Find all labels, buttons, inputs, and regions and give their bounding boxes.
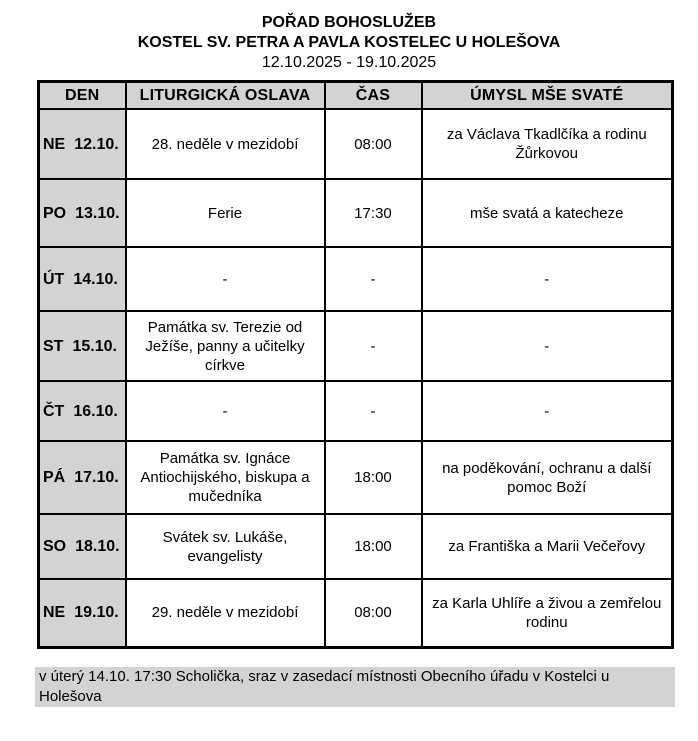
day-cell	[39, 247, 126, 311]
day-abbr: NE	[43, 135, 66, 153]
celebration-cell: -	[126, 381, 325, 441]
celebration-cell: Památka sv. Terezie od Ježíše, panny a učitelky církve	[126, 311, 325, 381]
time-cell: 08:00	[325, 579, 422, 647]
date-range: 12.10.2025 - 19.10.2025	[261, 54, 437, 71]
day-abbr: PO	[43, 204, 67, 222]
footer-note: v úterý 14.10. 17:30 Scholička, sraz v zasedací místnosti Obecního úřadu v Kostelci u Holešova	[35, 667, 675, 707]
header-row	[39, 82, 673, 110]
celebration-cell: Svátek sv. Lukáše, evangelisty	[126, 514, 325, 579]
day-date: 13.10.	[75, 204, 120, 222]
day-cell	[39, 441, 126, 514]
celebration-cell: 29. neděle v mezidobí	[126, 579, 325, 647]
day-cell	[39, 514, 126, 579]
time-cell: 18:00	[325, 441, 422, 514]
table-row	[39, 381, 673, 441]
day-cell	[39, 381, 126, 441]
day-abbr: ST	[43, 337, 64, 355]
day-date: 18.10.	[75, 538, 120, 555]
day-abbr: SO	[43, 538, 67, 555]
intention-cell: -	[422, 381, 673, 441]
table-row	[39, 514, 673, 579]
day-date: 15.10.	[72, 337, 117, 355]
table-row	[39, 311, 673, 381]
time-cell: 18:00	[325, 514, 422, 579]
day-abbr: ÚT	[43, 270, 65, 288]
table-row	[39, 441, 673, 514]
celebration-cell: Památka sv. Ignáce Antiochijského, biskupa a mučedníka	[126, 441, 325, 514]
intention-cell: za Karla Uhlíře a živou a zemřelou rodinu	[422, 579, 673, 647]
day-date: 14.10.	[73, 270, 118, 288]
table-row	[39, 109, 673, 179]
time-cell: 08:00	[325, 109, 422, 179]
intention-cell: na poděkování, ochranu a další pomoc Boží	[422, 441, 673, 514]
day-date: 19.10.	[74, 604, 119, 622]
table-header	[39, 82, 673, 110]
table-row	[39, 247, 673, 311]
time-cell: -	[325, 381, 422, 441]
celebration-cell: Ferie	[126, 179, 325, 247]
time-cell: -	[325, 247, 422, 311]
day-date: 17.10.	[74, 469, 119, 486]
celebration-cell: 28. neděle v mezidobí	[126, 109, 325, 179]
page-title: POŘAD BOHOSLUŽEB	[261, 14, 437, 31]
church-name: KOSTEL SV. PETRA A PAVLA KOSTELEC U HOLEŠOVA	[137, 34, 561, 51]
title-block	[0, 13, 698, 73]
time-cell: 17:30	[325, 179, 422, 247]
intention-cell: mše svatá a katecheze	[422, 179, 673, 247]
col-header-liturgicka-oslava: LITURGICKÁ OSLAVA	[126, 82, 325, 110]
day-abbr: ČT	[43, 402, 65, 420]
celebration-cell: -	[126, 247, 325, 311]
intention-cell: za Františka a Marii Večeřovy	[422, 514, 673, 579]
intention-cell: -	[422, 247, 673, 311]
schedule-table	[37, 80, 674, 649]
table-row	[39, 179, 673, 247]
day-abbr: PÁ	[43, 469, 66, 486]
day-cell	[39, 579, 126, 647]
col-header-den: DEN	[39, 82, 126, 110]
col-header-cas: ČAS	[325, 82, 422, 110]
day-date: 12.10.	[74, 135, 119, 153]
day-abbr: NE	[43, 604, 66, 622]
day-cell	[39, 179, 126, 247]
table-row	[39, 579, 673, 647]
intention-cell: -	[422, 311, 673, 381]
col-header-umysl: ÚMYSL MŠE SVATÉ	[422, 82, 673, 110]
intention-cell: za Václava Tkadlčíka a rodinu Žůrkovou	[422, 109, 673, 179]
day-cell	[39, 311, 126, 381]
day-cell	[39, 109, 126, 179]
time-cell: -	[325, 311, 422, 381]
day-date: 16.10.	[73, 402, 118, 420]
